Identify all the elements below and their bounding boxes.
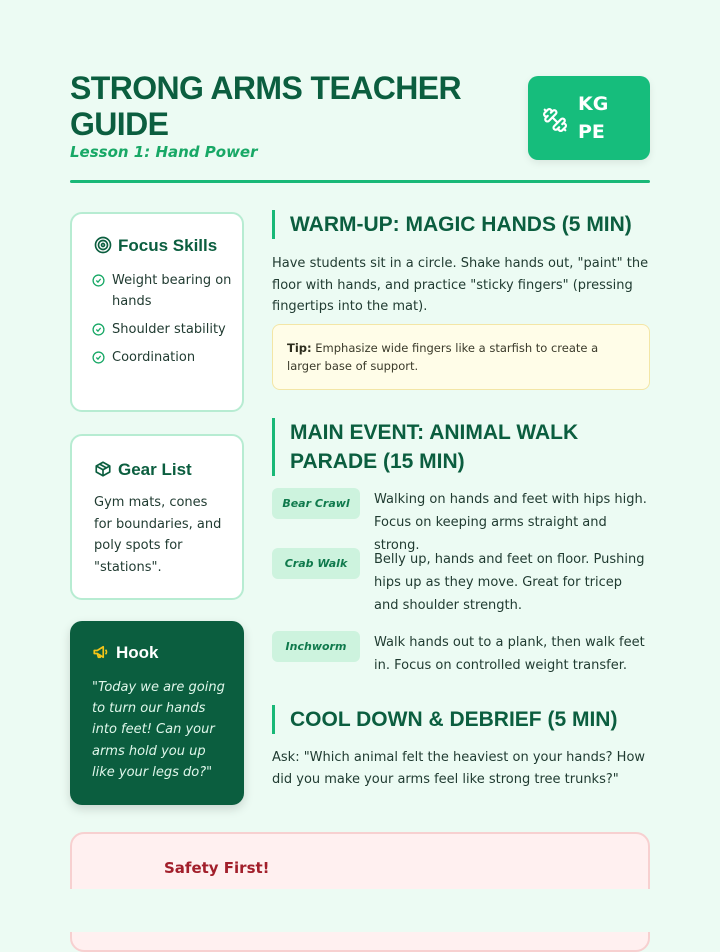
animal-tag: Inchworm — [272, 631, 360, 662]
tip-text: Emphasize wide fingers like a starfish to create a larger base of support. — [287, 341, 599, 373]
focus-skill-text: Coordination — [112, 350, 196, 365]
focus-skills-label: Focus Skills — [118, 236, 218, 255]
badge-text — [578, 90, 608, 146]
badge-line-2: PE — [578, 121, 605, 143]
hook-label: Hook — [116, 643, 159, 662]
grade-badge — [528, 76, 650, 160]
warmup-title: WARM-UP: MAGIC HANDS (5 MIN) — [272, 210, 650, 239]
hook-card — [70, 621, 244, 805]
target-icon — [94, 236, 112, 254]
hook-title — [92, 643, 159, 663]
lesson-subtitle: Lesson 1: Hand Power — [70, 143, 258, 161]
focus-skills-title — [94, 236, 217, 256]
hook-quote: "Today we are going to turn our hands into feet! Can your arms hold you up like your legs do?" — [92, 680, 225, 780]
animal-description: Walk hands out to a plank, then walk feet in. Focus on controlled weight transfer. — [374, 635, 645, 673]
list-item — [92, 270, 232, 312]
focus-skills-list — [92, 270, 232, 375]
check-circle-icon — [92, 274, 105, 287]
animal-description: Walking on hands and feet with hips high. Focus on keeping arms straight and strong. — [374, 492, 647, 553]
safety-title: Safety First! — [164, 859, 270, 877]
check-circle-icon — [92, 323, 105, 336]
check-circle-icon — [92, 351, 105, 364]
gear-list-title — [94, 460, 192, 480]
tip-box — [272, 324, 650, 390]
animal-tag: Crab Walk — [272, 548, 360, 579]
page-bottom-edge — [0, 889, 720, 932]
cooldown-title: COOL DOWN & DEBRIEF (5 MIN) — [272, 705, 650, 734]
header — [70, 70, 650, 184]
focus-skills-card — [70, 212, 244, 412]
badge-line-1: KG — [578, 93, 609, 115]
list-item — [92, 347, 232, 368]
cooldown-text: Ask: "Which animal felt the heaviest on your hands? How did you make your arms feel like strong tree trunks?" — [272, 750, 646, 787]
animal-tag: Bear Crawl — [272, 488, 360, 519]
page-title: STRONG ARMS TEACHER GUIDE — [70, 70, 461, 142]
animal-description: Belly up, hands and feet on floor. Pushing hips up as they move. Great for tricep and shoulder strength. — [374, 552, 645, 613]
list-item — [92, 319, 232, 340]
box-icon — [94, 460, 112, 478]
tip-label: Tip: — [287, 341, 312, 355]
warmup-text: Have students sit in a circle. Shake hands out, "paint" the floor with hands, and practice "sticky fingers" (pressing fingertips into the mat). — [272, 256, 649, 314]
focus-skill-text: Weight bearing on hands — [112, 273, 232, 309]
focus-skill-text: Shoulder stability — [112, 322, 226, 337]
gear-list-card — [70, 434, 244, 600]
gear-list-text: Gym mats, cones for boundaries, and poly spots for "stations". — [94, 495, 222, 575]
header-divider — [70, 180, 650, 183]
megaphone-icon — [92, 643, 110, 661]
gear-list-label: Gear List — [118, 460, 192, 479]
dumbbell-icon — [542, 107, 568, 133]
main-event-title: MAIN EVENT: ANIMAL WALK PARADE (15 MIN) — [272, 418, 620, 476]
